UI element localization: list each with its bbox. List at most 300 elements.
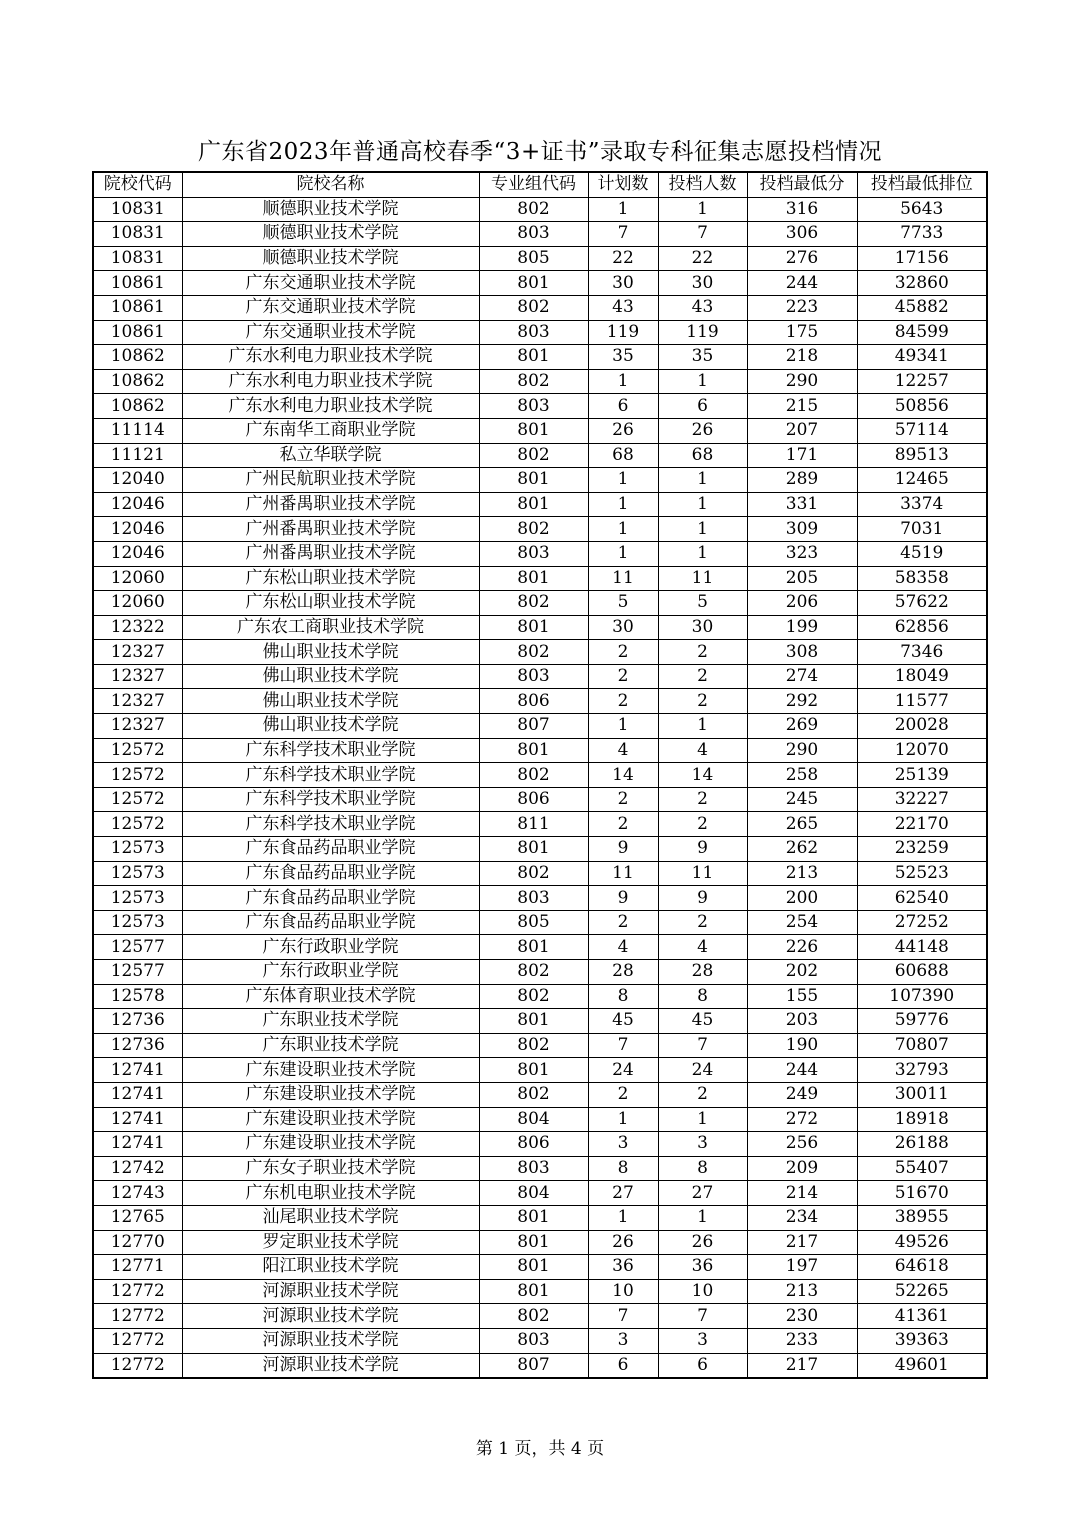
- cell-min-score: 203: [747, 1009, 857, 1034]
- cell-school-code: 12572: [93, 763, 182, 788]
- cell-admitted-count: 2: [658, 1082, 747, 1107]
- cell-group-code: 801: [479, 1279, 588, 1304]
- cell-min-score: 197: [747, 1255, 857, 1280]
- cell-min-rank: 7733: [857, 222, 987, 247]
- cell-min-score: 258: [747, 763, 857, 788]
- cell-group-code: 803: [479, 541, 588, 566]
- cell-school-code: 12327: [93, 714, 182, 739]
- cell-school-name: 广东交通职业技术学院: [182, 271, 479, 296]
- cell-min-rank: 3374: [857, 492, 987, 517]
- cell-plan-count: 11: [588, 566, 658, 591]
- cell-plan-count: 1: [588, 714, 658, 739]
- cell-min-rank: 18049: [857, 664, 987, 689]
- table-row: [93, 345, 987, 370]
- cell-school-name: 广东建设职业技术学院: [182, 1082, 479, 1107]
- cell-min-score: 215: [747, 394, 857, 419]
- cell-admitted-count: 2: [658, 689, 747, 714]
- cell-school-code: 12040: [93, 468, 182, 493]
- cell-school-name: 广东松山职业技术学院: [182, 591, 479, 616]
- cell-group-code: 801: [479, 468, 588, 493]
- cell-min-rank: 25139: [857, 763, 987, 788]
- table-row: [93, 369, 987, 394]
- cell-min-score: 244: [747, 1058, 857, 1083]
- cell-plan-count: 2: [588, 689, 658, 714]
- table-row: [93, 935, 987, 960]
- cell-school-code: 12741: [93, 1058, 182, 1083]
- cell-plan-count: 9: [588, 837, 658, 862]
- cell-admitted-count: 1: [658, 1107, 747, 1132]
- cell-admitted-count: 2: [658, 640, 747, 665]
- cell-group-code: 803: [479, 1328, 588, 1353]
- cell-plan-count: 1: [588, 492, 658, 517]
- cell-min-rank: 12257: [857, 369, 987, 394]
- cell-school-name: 顺德职业技术学院: [182, 197, 479, 222]
- cell-school-code: 10861: [93, 295, 182, 320]
- cell-admitted-count: 8: [658, 984, 747, 1009]
- cell-admitted-count: 1: [658, 468, 747, 493]
- cell-min-rank: 52265: [857, 1279, 987, 1304]
- cell-min-rank: 39363: [857, 1328, 987, 1353]
- cell-school-name: 河源职业技术学院: [182, 1279, 479, 1304]
- cell-plan-count: 3: [588, 1328, 658, 1353]
- table-row: [93, 418, 987, 443]
- cell-group-code: 801: [479, 1058, 588, 1083]
- cell-min-rank: 4519: [857, 541, 987, 566]
- cell-school-code: 10831: [93, 246, 182, 271]
- cell-min-score: 244: [747, 271, 857, 296]
- cell-min-score: 171: [747, 443, 857, 468]
- cell-admitted-count: 4: [658, 738, 747, 763]
- cell-group-code: 801: [479, 615, 588, 640]
- cell-group-code: 801: [479, 418, 588, 443]
- cell-min-score: 331: [747, 492, 857, 517]
- cell-min-rank: 17156: [857, 246, 987, 271]
- cell-school-code: 12741: [93, 1107, 182, 1132]
- cell-admitted-count: 6: [658, 394, 747, 419]
- cell-min-score: 226: [747, 935, 857, 960]
- cell-school-name: 广东食品药品职业学院: [182, 861, 479, 886]
- cell-min-score: 230: [747, 1304, 857, 1329]
- cell-school-code: 10831: [93, 197, 182, 222]
- cell-min-rank: 62540: [857, 886, 987, 911]
- cell-school-code: 12742: [93, 1156, 182, 1181]
- cell-min-score: 217: [747, 1353, 857, 1378]
- cell-min-rank: 22170: [857, 812, 987, 837]
- cell-school-code: 12322: [93, 615, 182, 640]
- cell-min-rank: 84599: [857, 320, 987, 345]
- cell-school-name: 广东食品药品职业学院: [182, 837, 479, 862]
- cell-school-name: 广东职业技术学院: [182, 1009, 479, 1034]
- cell-group-code: 801: [479, 837, 588, 862]
- table-row: [93, 1328, 987, 1353]
- cell-admitted-count: 8: [658, 1156, 747, 1181]
- table-row: [93, 1082, 987, 1107]
- cell-min-score: 276: [747, 246, 857, 271]
- cell-group-code: 801: [479, 271, 588, 296]
- cell-school-code: 11114: [93, 418, 182, 443]
- cell-min-rank: 51670: [857, 1181, 987, 1206]
- cell-min-score: 265: [747, 812, 857, 837]
- cell-school-name: 广东科学技术职业学院: [182, 763, 479, 788]
- cell-school-name: 广东食品药品职业学院: [182, 886, 479, 911]
- cell-school-name: 佛山职业技术学院: [182, 640, 479, 665]
- cell-school-name: 广东松山职业技术学院: [182, 566, 479, 591]
- table-row: [93, 640, 987, 665]
- cell-school-code: 12771: [93, 1255, 182, 1280]
- cell-school-name: 广东女子职业技术学院: [182, 1156, 479, 1181]
- table-row: [93, 1107, 987, 1132]
- cell-min-score: 202: [747, 960, 857, 985]
- cell-school-name: 顺德职业技术学院: [182, 222, 479, 247]
- cell-admitted-count: 4: [658, 935, 747, 960]
- cell-plan-count: 1: [588, 517, 658, 542]
- cell-group-code: 801: [479, 1255, 588, 1280]
- cell-school-code: 12327: [93, 640, 182, 665]
- cell-admitted-count: 5: [658, 591, 747, 616]
- cell-admitted-count: 2: [658, 812, 747, 837]
- cell-school-name: 广东建设职业技术学院: [182, 1132, 479, 1157]
- cell-group-code: 802: [479, 984, 588, 1009]
- table-row: [93, 394, 987, 419]
- cell-plan-count: 2: [588, 787, 658, 812]
- cell-plan-count: 22: [588, 246, 658, 271]
- cell-group-code: 802: [479, 517, 588, 542]
- cell-group-code: 811: [479, 812, 588, 837]
- cell-plan-count: 2: [588, 664, 658, 689]
- cell-min-rank: 7346: [857, 640, 987, 665]
- cell-school-code: 12046: [93, 541, 182, 566]
- cell-school-code: 12573: [93, 861, 182, 886]
- table-row: [93, 1205, 987, 1230]
- cell-min-score: 306: [747, 222, 857, 247]
- cell-school-name: 罗定职业技术学院: [182, 1230, 479, 1255]
- cell-group-code: 802: [479, 861, 588, 886]
- cell-group-code: 802: [479, 443, 588, 468]
- cell-school-code: 12060: [93, 591, 182, 616]
- cell-min-rank: 59776: [857, 1009, 987, 1034]
- table-row: [93, 492, 987, 517]
- cell-school-code: 10862: [93, 345, 182, 370]
- cell-group-code: 802: [479, 640, 588, 665]
- cell-min-score: 272: [747, 1107, 857, 1132]
- cell-min-rank: 60688: [857, 960, 987, 985]
- cell-school-code: 12327: [93, 689, 182, 714]
- cell-min-score: 289: [747, 468, 857, 493]
- cell-min-score: 290: [747, 369, 857, 394]
- cell-admitted-count: 22: [658, 246, 747, 271]
- cell-school-code: 12772: [93, 1304, 182, 1329]
- cell-group-code: 803: [479, 320, 588, 345]
- table-row: [93, 1279, 987, 1304]
- cell-group-code: 803: [479, 394, 588, 419]
- cell-school-name: 佛山职业技术学院: [182, 664, 479, 689]
- cell-school-name: 广东科学技术职业学院: [182, 812, 479, 837]
- cell-plan-count: 45: [588, 1009, 658, 1034]
- cell-school-code: 12573: [93, 910, 182, 935]
- cell-admitted-count: 11: [658, 861, 747, 886]
- cell-school-code: 10861: [93, 271, 182, 296]
- page-title: 广东省2023年普通高校春季“3+证书”录取专科征集志愿投档情况: [198, 139, 882, 165]
- cell-school-code: 12736: [93, 1009, 182, 1034]
- cell-min-rank: 30011: [857, 1082, 987, 1107]
- cell-plan-count: 9: [588, 886, 658, 911]
- cell-group-code: 802: [479, 295, 588, 320]
- table-row: [93, 1009, 987, 1034]
- cell-min-rank: 18918: [857, 1107, 987, 1132]
- cell-group-code: 807: [479, 1353, 588, 1378]
- cell-school-name: 广东农工商职业技术学院: [182, 615, 479, 640]
- cell-min-rank: 12070: [857, 738, 987, 763]
- cell-min-score: 233: [747, 1328, 857, 1353]
- cell-min-score: 292: [747, 689, 857, 714]
- cell-school-name: 广州番禺职业技术学院: [182, 517, 479, 542]
- cell-school-code: 12770: [93, 1230, 182, 1255]
- cell-school-code: 11121: [93, 443, 182, 468]
- cell-min-rank: 49341: [857, 345, 987, 370]
- cell-school-code: 10862: [93, 394, 182, 419]
- table-row: [93, 222, 987, 247]
- table-row: [93, 1058, 987, 1083]
- table-row: [93, 787, 987, 812]
- table-row: [93, 1156, 987, 1181]
- cell-school-name: 广东行政职业学院: [182, 960, 479, 985]
- cell-admitted-count: 30: [658, 271, 747, 296]
- cell-school-name: 私立华联学院: [182, 443, 479, 468]
- cell-group-code: 806: [479, 1132, 588, 1157]
- cell-plan-count: 7: [588, 1304, 658, 1329]
- cell-min-score: 223: [747, 295, 857, 320]
- cell-plan-count: 6: [588, 1353, 658, 1378]
- table-row: [93, 960, 987, 985]
- cell-admitted-count: 45: [658, 1009, 747, 1034]
- cell-admitted-count: 7: [658, 222, 747, 247]
- cell-school-name: 广东交通职业技术学院: [182, 320, 479, 345]
- cell-group-code: 806: [479, 689, 588, 714]
- cell-school-code: 12741: [93, 1132, 182, 1157]
- table-row: [93, 541, 987, 566]
- cell-admitted-count: 9: [658, 886, 747, 911]
- cell-group-code: 805: [479, 246, 588, 271]
- cell-min-rank: 20028: [857, 714, 987, 739]
- cell-min-rank: 62856: [857, 615, 987, 640]
- cell-min-rank: 32227: [857, 787, 987, 812]
- cell-group-code: 802: [479, 197, 588, 222]
- cell-group-code: 802: [479, 763, 588, 788]
- cell-min-rank: 49601: [857, 1353, 987, 1378]
- cell-school-name: 广东建设职业技术学院: [182, 1107, 479, 1132]
- cell-school-code: 12772: [93, 1328, 182, 1353]
- cell-min-score: 309: [747, 517, 857, 542]
- cell-admitted-count: 2: [658, 910, 747, 935]
- cell-admitted-count: 2: [658, 787, 747, 812]
- table-row: [93, 1230, 987, 1255]
- cell-admitted-count: 1: [658, 1205, 747, 1230]
- cell-min-score: 213: [747, 861, 857, 886]
- cell-group-code: 807: [479, 714, 588, 739]
- cell-min-rank: 26188: [857, 1132, 987, 1157]
- cell-min-score: 206: [747, 591, 857, 616]
- cell-plan-count: 5: [588, 591, 658, 616]
- cell-school-code: 12577: [93, 935, 182, 960]
- cell-min-rank: 44148: [857, 935, 987, 960]
- cell-school-name: 广州番禺职业技术学院: [182, 492, 479, 517]
- cell-school-name: 广东水利电力职业技术学院: [182, 369, 479, 394]
- table-row: [93, 714, 987, 739]
- cell-min-score: 308: [747, 640, 857, 665]
- cell-admitted-count: 30: [658, 615, 747, 640]
- table-row: [93, 689, 987, 714]
- cell-admitted-count: 119: [658, 320, 747, 345]
- cell-min-rank: 27252: [857, 910, 987, 935]
- table-row: [93, 1353, 987, 1378]
- cell-min-rank: 50856: [857, 394, 987, 419]
- cell-min-score: 245: [747, 787, 857, 812]
- cell-school-name: 广东水利电力职业技术学院: [182, 345, 479, 370]
- cell-plan-count: 11: [588, 861, 658, 886]
- cell-min-score: 155: [747, 984, 857, 1009]
- cell-min-rank: 89513: [857, 443, 987, 468]
- cell-min-rank: 57114: [857, 418, 987, 443]
- cell-min-rank: 38955: [857, 1205, 987, 1230]
- cell-min-rank: 41361: [857, 1304, 987, 1329]
- table-row: [93, 443, 987, 468]
- cell-school-code: 12572: [93, 787, 182, 812]
- cell-min-rank: 107390: [857, 984, 987, 1009]
- cell-min-score: 200: [747, 886, 857, 911]
- cell-school-name: 广东建设职业技术学院: [182, 1058, 479, 1083]
- cell-school-code: 12572: [93, 812, 182, 837]
- cell-group-code: 801: [479, 492, 588, 517]
- cell-min-score: 175: [747, 320, 857, 345]
- cell-min-rank: 52523: [857, 861, 987, 886]
- cell-min-score: 290: [747, 738, 857, 763]
- cell-school-code: 12327: [93, 664, 182, 689]
- cell-min-score: 254: [747, 910, 857, 935]
- cell-plan-count: 2: [588, 910, 658, 935]
- cell-group-code: 801: [479, 1009, 588, 1034]
- table-row: [93, 886, 987, 911]
- cell-plan-count: 10: [588, 1279, 658, 1304]
- cell-plan-count: 1: [588, 197, 658, 222]
- table-row: [93, 738, 987, 763]
- cell-school-name: 汕尾职业技术学院: [182, 1205, 479, 1230]
- cell-admitted-count: 11: [658, 566, 747, 591]
- page-footer: 第 1 页，共 4 页: [475, 1439, 605, 1459]
- cell-school-name: 广州番禺职业技术学院: [182, 541, 479, 566]
- cell-school-name: 河源职业技术学院: [182, 1353, 479, 1378]
- cell-admitted-count: 1: [658, 369, 747, 394]
- cell-plan-count: 2: [588, 640, 658, 665]
- cell-admitted-count: 27: [658, 1181, 747, 1206]
- cell-admitted-count: 1: [658, 492, 747, 517]
- cell-plan-count: 2: [588, 812, 658, 837]
- cell-min-score: 217: [747, 1230, 857, 1255]
- cell-school-name: 广州民航职业技术学院: [182, 468, 479, 493]
- cell-admitted-count: 6: [658, 1353, 747, 1378]
- cell-admitted-count: 3: [658, 1328, 747, 1353]
- cell-school-code: 12772: [93, 1279, 182, 1304]
- cell-admitted-count: 26: [658, 418, 747, 443]
- cell-plan-count: 7: [588, 222, 658, 247]
- table-row: [93, 197, 987, 222]
- cell-group-code: 801: [479, 1205, 588, 1230]
- cell-school-name: 广东交通职业技术学院: [182, 295, 479, 320]
- cell-school-code: 12743: [93, 1181, 182, 1206]
- cell-min-score: 234: [747, 1205, 857, 1230]
- cell-group-code: 802: [479, 369, 588, 394]
- cell-admitted-count: 7: [658, 1304, 747, 1329]
- table-body: [93, 197, 987, 1378]
- cell-group-code: 801: [479, 935, 588, 960]
- cell-school-code: 12736: [93, 1033, 182, 1058]
- cell-school-name: 广东水利电力职业技术学院: [182, 394, 479, 419]
- cell-min-rank: 45882: [857, 295, 987, 320]
- cell-plan-count: 26: [588, 1230, 658, 1255]
- cell-group-code: 803: [479, 886, 588, 911]
- cell-admitted-count: 26: [658, 1230, 747, 1255]
- cell-plan-count: 4: [588, 935, 658, 960]
- cell-plan-count: 7: [588, 1033, 658, 1058]
- cell-plan-count: 27: [588, 1181, 658, 1206]
- cell-admitted-count: 1: [658, 197, 747, 222]
- cell-group-code: 803: [479, 664, 588, 689]
- cell-min-score: 190: [747, 1033, 857, 1058]
- cell-group-code: 802: [479, 591, 588, 616]
- cell-school-name: 河源职业技术学院: [182, 1328, 479, 1353]
- cell-min-rank: 12465: [857, 468, 987, 493]
- cell-group-code: 803: [479, 1156, 588, 1181]
- cell-admitted-count: 2: [658, 664, 747, 689]
- cell-group-code: 802: [479, 960, 588, 985]
- table-row: [93, 1255, 987, 1280]
- table-row: [93, 984, 987, 1009]
- cell-admitted-count: 3: [658, 1132, 747, 1157]
- cell-min-score: 316: [747, 197, 857, 222]
- cell-plan-count: 1: [588, 369, 658, 394]
- cell-group-code: 801: [479, 1230, 588, 1255]
- table-header-row: [93, 172, 987, 197]
- cell-min-score: 323: [747, 541, 857, 566]
- cell-min-score: 274: [747, 664, 857, 689]
- column-header-plan-count: 计划数: [588, 172, 658, 197]
- cell-min-score: 269: [747, 714, 857, 739]
- cell-group-code: 801: [479, 566, 588, 591]
- table-row: [93, 812, 987, 837]
- table-row: [93, 1181, 987, 1206]
- table-row: [93, 837, 987, 862]
- cell-admitted-count: 35: [658, 345, 747, 370]
- cell-min-rank: 49526: [857, 1230, 987, 1255]
- cell-plan-count: 14: [588, 763, 658, 788]
- cell-group-code: 802: [479, 1082, 588, 1107]
- cell-min-rank: 11577: [857, 689, 987, 714]
- column-header-school-code: 院校代码: [93, 172, 182, 197]
- table-row: [93, 763, 987, 788]
- table-row: [93, 1033, 987, 1058]
- cell-group-code: 801: [479, 738, 588, 763]
- table-row: [93, 664, 987, 689]
- cell-school-name: 广东科学技术职业学院: [182, 787, 479, 812]
- cell-min-rank: 23259: [857, 837, 987, 862]
- column-header-admitted-count: 投档人数: [658, 172, 747, 197]
- table-row: [93, 1304, 987, 1329]
- cell-group-code: 801: [479, 345, 588, 370]
- table-row: [93, 468, 987, 493]
- cell-group-code: 805: [479, 910, 588, 935]
- cell-plan-count: 4: [588, 738, 658, 763]
- cell-plan-count: 1: [588, 541, 658, 566]
- cell-min-rank: 58358: [857, 566, 987, 591]
